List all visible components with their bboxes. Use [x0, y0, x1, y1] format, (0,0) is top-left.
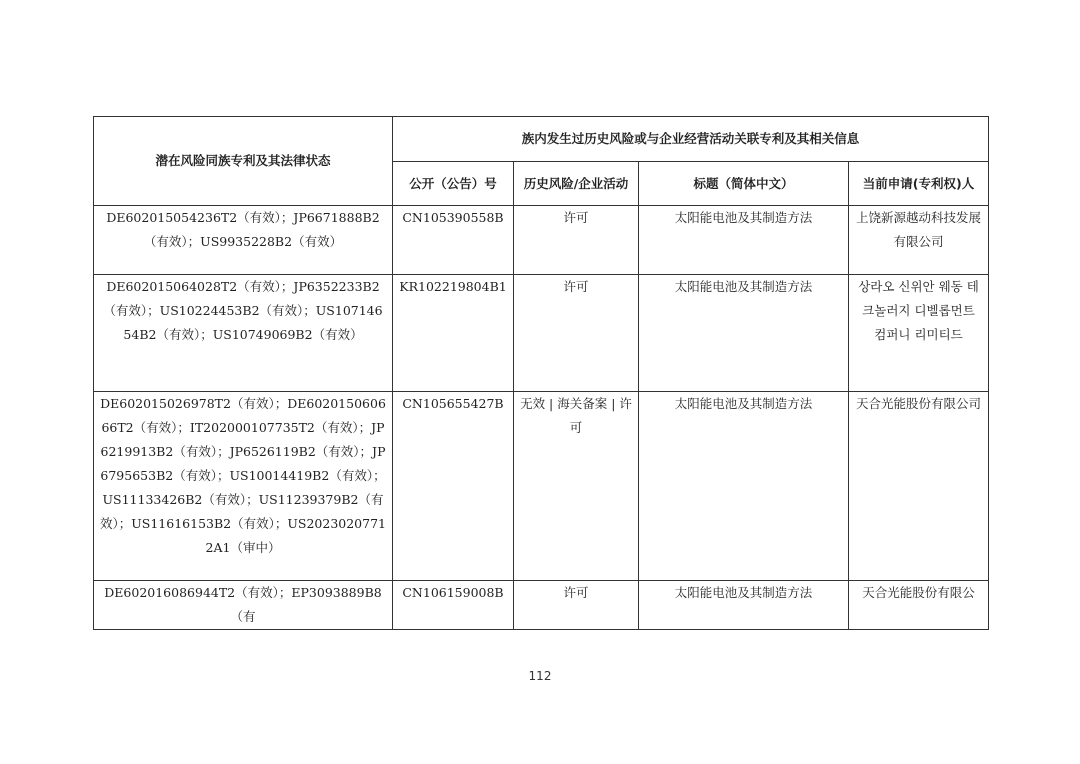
- title-cell: 太阳能电池及其制造方法: [639, 275, 849, 392]
- applicant-cell: 上饶新源越动科技发展有限公司: [849, 206, 989, 275]
- patent-table: [93, 116, 989, 630]
- table-row: [94, 275, 989, 392]
- header-related-info: 族内发生过历史风险或与企业经营活动关联专利及其相关信息: [393, 117, 989, 162]
- family-status-cell: DE602015054236T2（有效）；JP6671888B2（有效）；US9935228B2（有效）: [94, 206, 393, 275]
- table-row: [94, 206, 989, 275]
- pub-no-cell: CN106159008B: [393, 581, 514, 630]
- family-status-cell: DE602015026978T2（有效）；DE602015060666T2（有效）；IT202000107735T2（有效）；JP6219913B2（有效）；JP6526119B2（有效）；JP6795653B2（有效）；US10014419B2（有效）；US11133426B2（有效）；US11239379B2（有效）；US11616153B2（有效）；US20230207712A1（审中）: [94, 392, 393, 581]
- header-applicant: 当前申请(专利权)人: [849, 162, 989, 206]
- title-cell: 太阳能电池及其制造方法: [639, 581, 849, 630]
- header-title: 标题（简体中文）: [639, 162, 849, 206]
- header-family-status: 潜在风险同族专利及其法律状态: [94, 117, 393, 206]
- risk-cell: 许可: [514, 581, 639, 630]
- title-cell: 太阳能电池及其制造方法: [639, 206, 849, 275]
- pub-no-cell: CN105390558B: [393, 206, 514, 275]
- page-number: 112: [528, 669, 552, 683]
- risk-cell: 许可: [514, 206, 639, 275]
- applicant-cell: 天合光能股份有限公: [849, 581, 989, 630]
- header-row-1: [94, 117, 989, 162]
- risk-cell: 无效 | 海关备案 | 许可: [514, 392, 639, 581]
- applicant-cell: 天合光能股份有限公司: [849, 392, 989, 581]
- applicant-cell: 상라오 신위안 웨동 테크놀러지 디벨롭먼트 컴퍼니 리미티드: [849, 275, 989, 392]
- header-risk-activity: 历史风险/企业活动: [514, 162, 639, 206]
- table-row: [94, 392, 989, 581]
- family-status-cell: DE602015064028T2（有效）；JP6352233B2（有效）；US10224453B2（有效）；US10714654B2（有效）；US10749069B2（有效）: [94, 275, 393, 392]
- risk-cell: 许可: [514, 275, 639, 392]
- table-row: [94, 581, 989, 630]
- family-status-cell: DE602016086944T2（有效）；EP3093889B8（有: [94, 581, 393, 630]
- header-pub-no: 公开（公告）号: [393, 162, 514, 206]
- title-cell: 太阳能电池及其制造方法: [639, 392, 849, 581]
- pub-no-cell: CN105655427B: [393, 392, 514, 581]
- pub-no-cell: KR102219804B1: [393, 275, 514, 392]
